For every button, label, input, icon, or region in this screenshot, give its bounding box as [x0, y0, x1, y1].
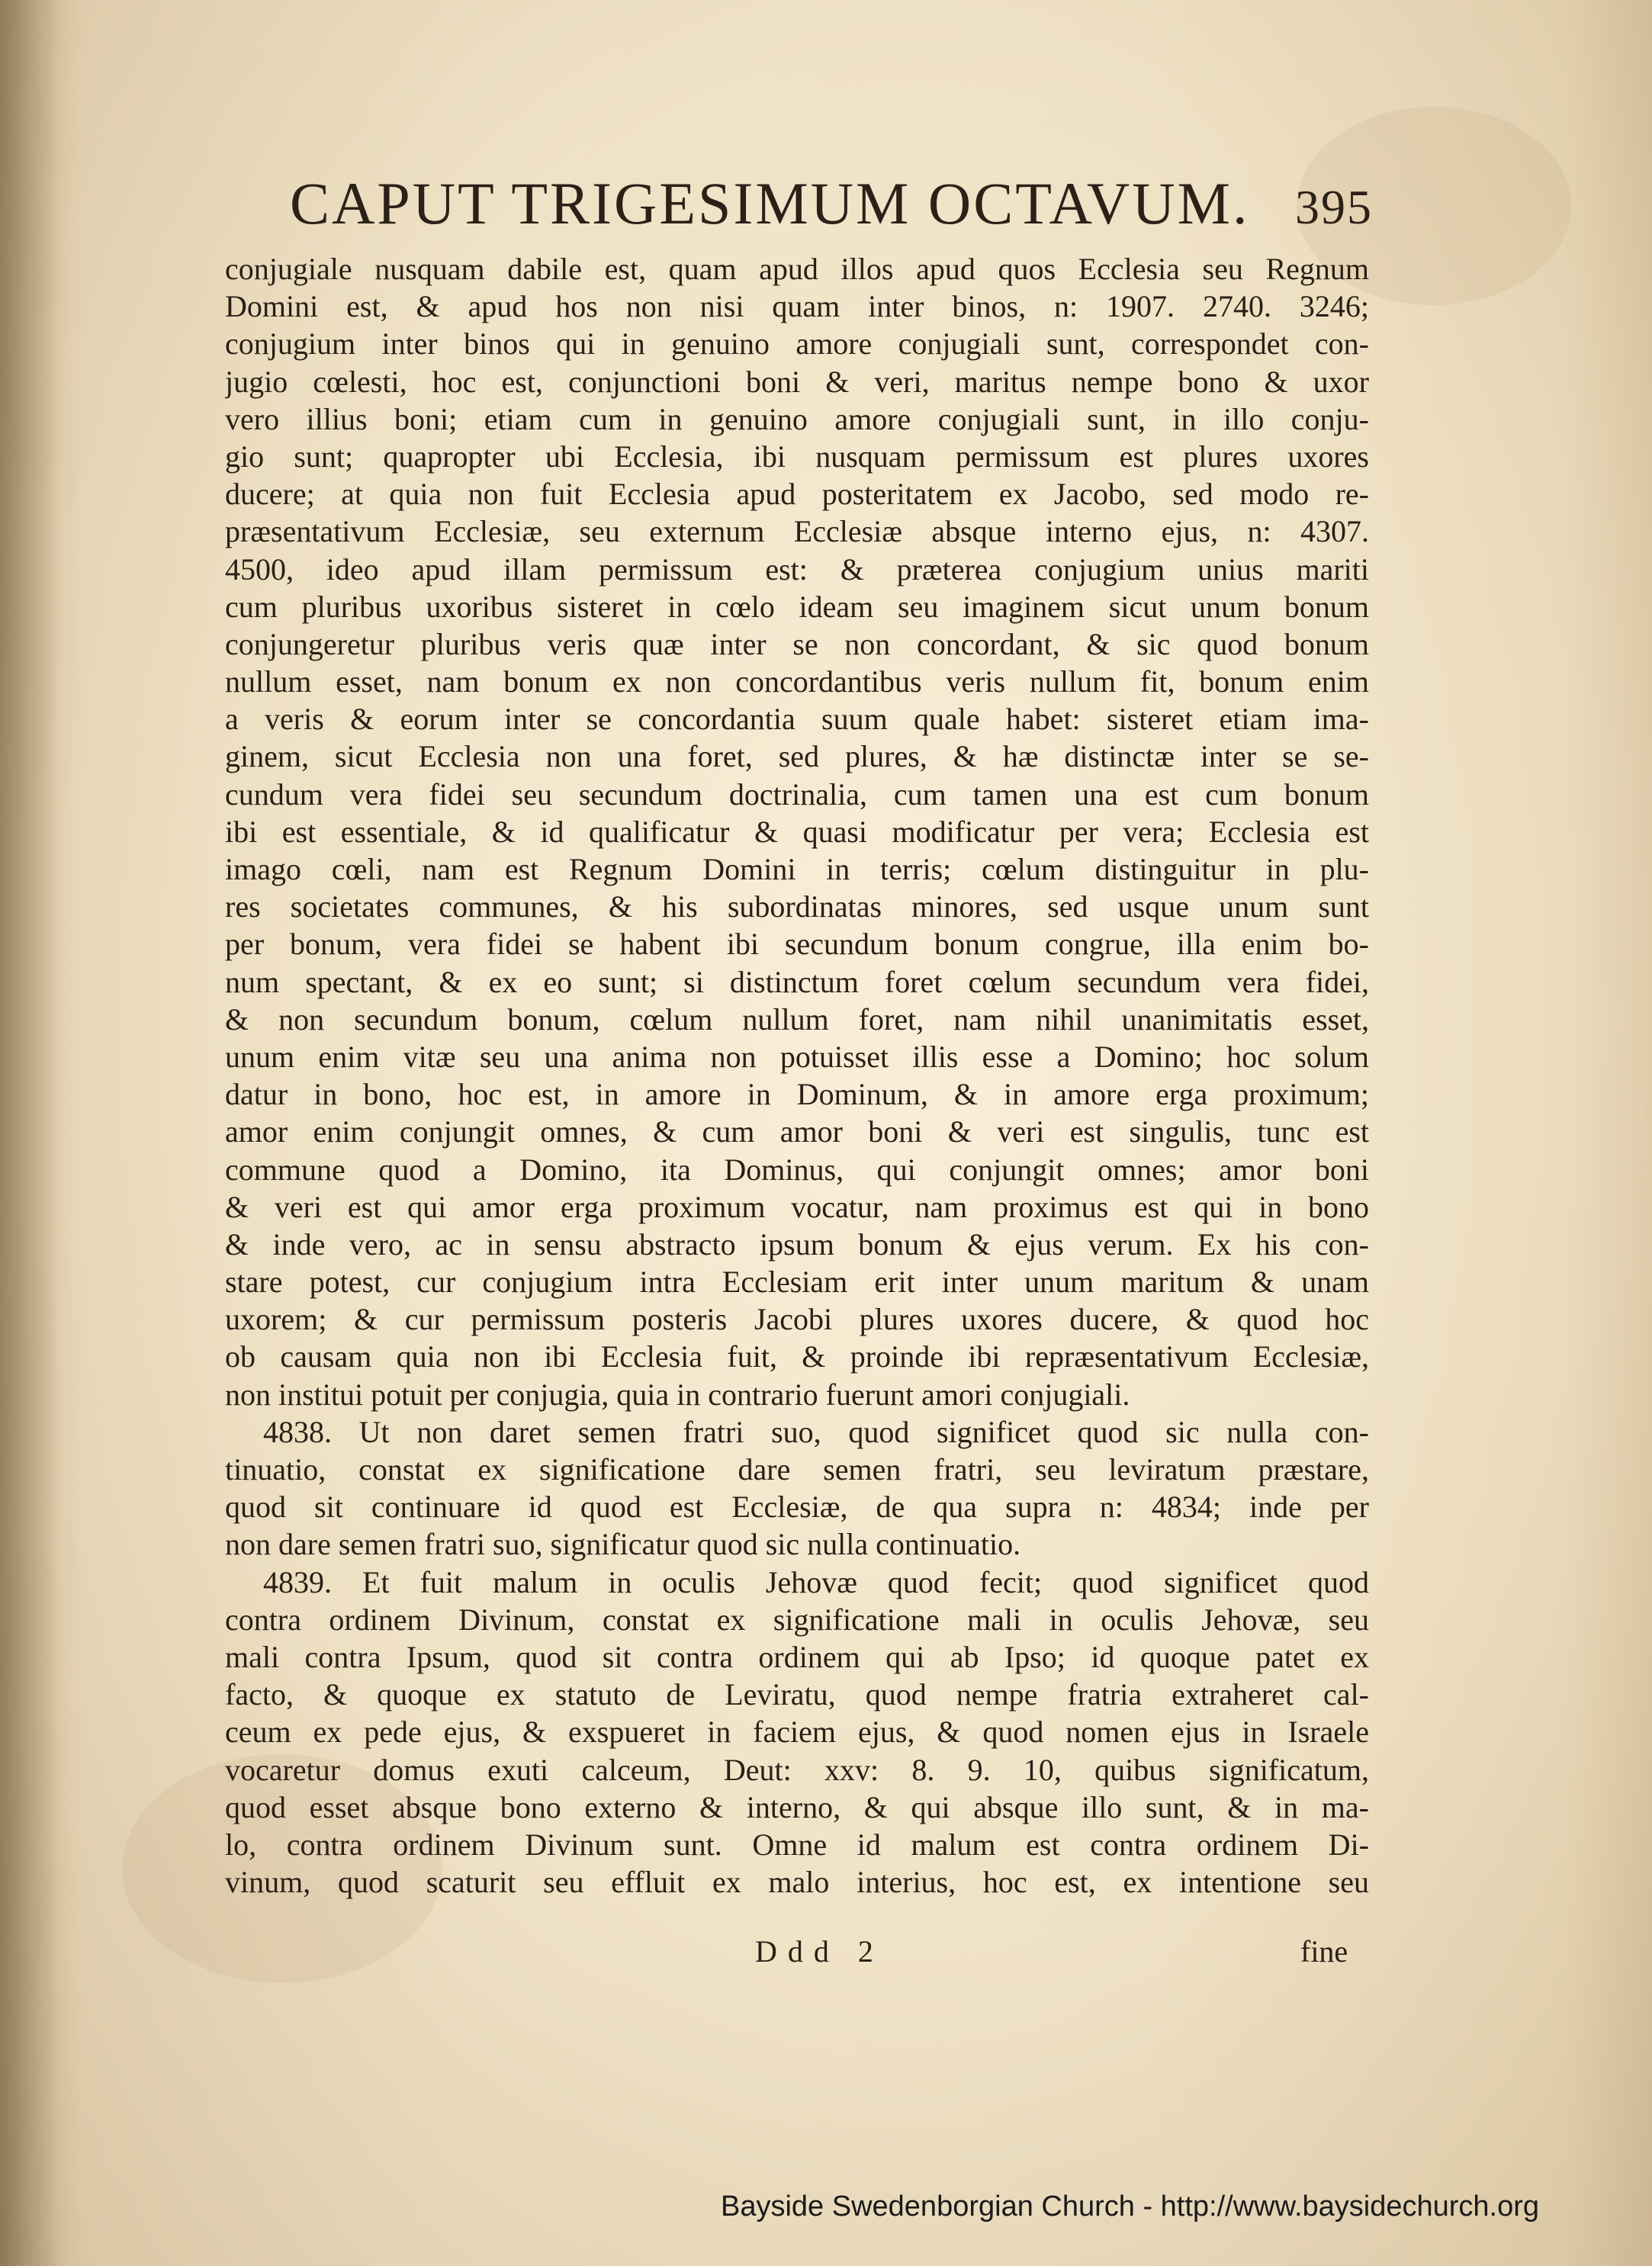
text-line: unum enim vitæ seu una anima non potuisset illis esse a Domino; hoc solum — [225, 1039, 1369, 1074]
text-line: vero illius boni; etiam cum in genuino amore conjugiali sunt, in illo conju- — [225, 401, 1369, 436]
text-line: per bonum, vera fidei se habent ibi secundum bonum congrue, illa enim bo- — [225, 927, 1369, 962]
text-line: ceum ex pede ejus, & exspueret in faciem ejus, & quod nomen ejus in Israele — [225, 1715, 1369, 1750]
text-line: ibi est essentiale, & id qualificatur & quasi modificatur per vera; Ecclesia est — [225, 814, 1369, 849]
text-line: stare potest, cur conjugium intra Ecclesiam erit inter unum maritum & unam — [225, 1265, 1369, 1300]
text-line: nullum esset, nam bonum ex non concordantibus veris nullum fit, bonum enim — [225, 664, 1369, 699]
text-line: præsentativum Ecclesiæ, seu externum Ecclesiæ absque interno ejus, n: 4307. — [225, 514, 1369, 549]
text-line: vinum, quod scaturit seu effluit ex malo interius, hoc est, ex intentione seu — [225, 1865, 1369, 1900]
text-line: a veris & eorum inter se concordantia suum quale habet: sisteret etiam ima- — [225, 702, 1369, 737]
gutter-shadow — [0, 0, 61, 2266]
text-line: 4500, ideo apud illam permissum est: & præterea conjugium unius mariti — [225, 551, 1369, 587]
catchword: fine — [1300, 1934, 1348, 1969]
text-line: non dare semen fratri suo, significatur quod sic nulla continuatio. — [225, 1527, 1021, 1562]
text-line: imago cœli, nam est Regnum Domini in terris; cœlum distinguitur in plu- — [225, 852, 1369, 886]
text-line: ducere; at quia non fuit Ecclesia apud posteritatem ex Jacobo, sed modo re- — [225, 477, 1369, 512]
text-line: mali contra Ipsum, quod sit contra ordinem qui ab Ipso; id quoque patet ex — [225, 1639, 1369, 1674]
running-head — [290, 169, 1373, 253]
text-line: tinuatio, constat ex significatione dare semen fratri, seu leviratum præstare, — [225, 1452, 1369, 1487]
text-line: 4838. Ut non daret semen fratri suo, quod significet quod sic nulla con- — [263, 1414, 1369, 1449]
text-line: jugio cœlesti, hoc est, conjunctioni boni & veri, maritus nempe bono & uxor — [225, 364, 1369, 399]
page-title: CAPUT TRIGESIMUM OCTAVUM. — [290, 170, 1250, 236]
text-line: 4839. Et fuit malum in oculis Jehovæ quod fecit; quod significet quod — [263, 1564, 1369, 1599]
text-line: quod esset absque bono externo & interno, & qui absque illo sunt, & in ma- — [225, 1789, 1369, 1824]
page-number: 395 — [1295, 180, 1373, 234]
text-line: uxorem; & cur permissum posteris Jacobi plures uxores ducere, & quod hoc — [225, 1302, 1369, 1337]
text-line: conjugium inter binos qui in genuino amore conjugiali sunt, correspondet con- — [225, 326, 1369, 362]
text-line: res societates communes, & his subordinatas minores, sed usque unum sunt — [225, 889, 1369, 924]
text-line: commune quod a Domino, ita Dominus, qui conjungit omnes; amor boni — [225, 1152, 1369, 1187]
text-line: facto, & quoque ex statuto de Leviratu, quod nempe fratria extraheret cal- — [225, 1677, 1369, 1712]
text-line: contra ordinem Divinum, constat ex significatione mali in oculis Jehovæ, seu — [225, 1602, 1369, 1637]
text-line: Domini est, & apud hos non nisi quam inter binos, n: 1907. 2740. 3246; — [225, 289, 1369, 324]
text-line: quod sit continuare id quod est Ecclesiæ, de qua supra n: 4834; inde per — [225, 1490, 1369, 1525]
text-line: & veri est qui amor erga proximum vocatur, nam proximus est qui in bono — [225, 1189, 1369, 1224]
text-line: gio sunt; quapropter ubi Ecclesia, ibi nusquam permissum est plures uxores — [225, 439, 1369, 474]
text-line: amor enim conjungit omnes, & cum amor boni & veri est singulis, tunc est — [225, 1114, 1369, 1149]
text-line: & non secundum bonum, cœlum nullum foret, nam nihil unanimitatis esset, — [225, 1001, 1369, 1037]
text-line: lo, contra ordinem Divinum sunt. Omne id malum est contra ordinem Di- — [225, 1827, 1369, 1862]
text-line: & inde vero, ac in sensu abstracto ipsum bonum & ejus verum. Ex his con- — [225, 1226, 1369, 1262]
text-line: ginem, sicut Ecclesia non una foret, sed plures, & hæ distinctæ inter se se- — [225, 739, 1369, 774]
body-text — [225, 250, 1369, 1901]
signature-mark: Ddd 2 — [755, 1934, 884, 1969]
text-line: cum pluribus uxoribus sisteret in cœlo ideam seu imaginem sicut unum bonum — [225, 589, 1369, 624]
text-line: ob causam quia non ibi Ecclesia fuit, & proinde ibi repræsentativum Ecclesiæ, — [225, 1339, 1369, 1374]
text-line: conjungeretur pluribus veris quæ inter se non concordant, & sic quod bonum — [225, 626, 1369, 661]
text-line: cundum vera fidei seu secundum doctrinalia, cum tamen una est cum bonum — [225, 776, 1369, 812]
text-line: conjugiale nusquam dabile est, quam apud illos apud quos Ecclesia seu Regnum — [225, 252, 1369, 286]
text-line: num spectant, & ex eo sunt; si distinctum foret cœlum secundum vera fidei, — [225, 964, 1369, 999]
text-line: vocaretur domus exuti calceum, Deut: xxv: 8. 9. 10, quibus significatum, — [225, 1752, 1369, 1787]
watermark-link[interactable]: Bayside Swedenborgian Church - http://www.baysidechurch.org — [721, 2190, 1540, 2223]
text-line: non institui potuit per conjugia, quia in contrario fuerunt amori conjugiali. — [225, 1377, 1130, 1412]
text-line: datur in bono, hoc est, in amore in Dominum, & in amore erga proximum; — [225, 1077, 1369, 1112]
